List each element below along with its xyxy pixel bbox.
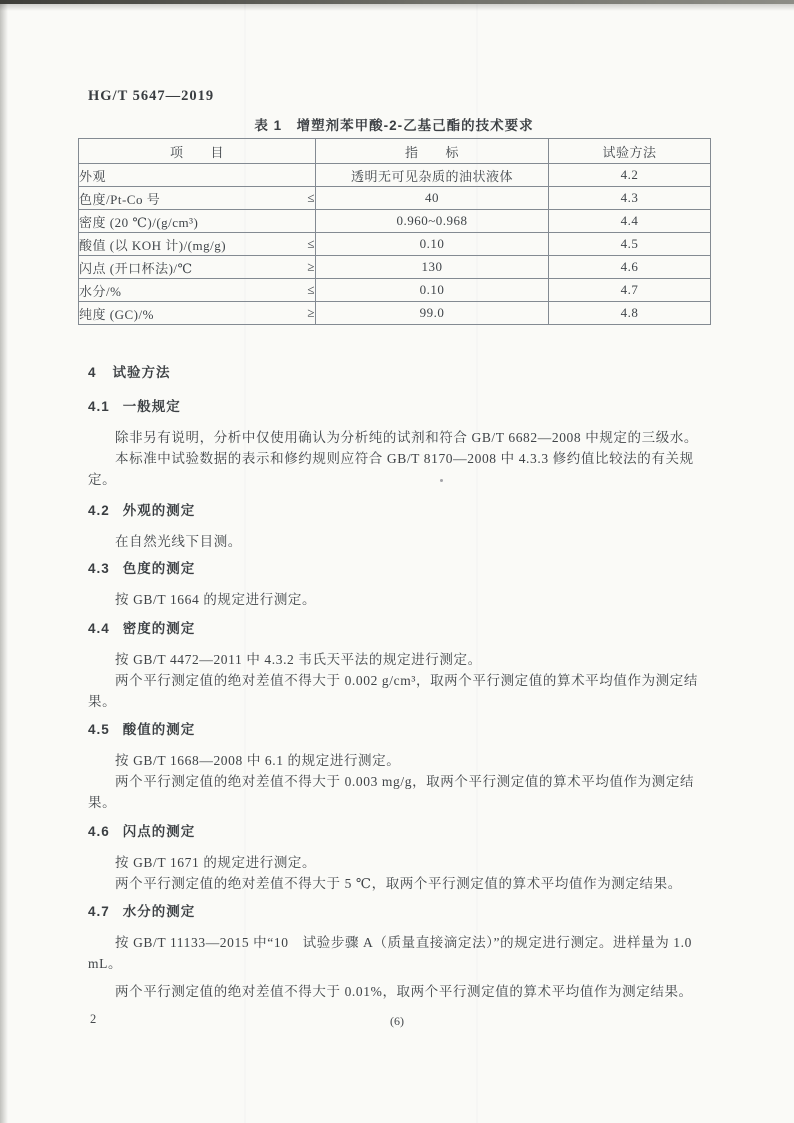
paragraph: 按 GB/T 11133—2015 中“10 试验步骤 A（质量直接滴定法）”的规定进行测定。进样量为 1.0 mL。 xyxy=(88,935,692,971)
section-moisture-determination xyxy=(88,904,704,1002)
table-row-density xyxy=(79,210,711,233)
paragraph: 两个平行测定值的绝对差值不得大于 0.003 mg/g，取两个平行测定值的算术平均值作为测定结果。 xyxy=(88,774,695,810)
paragraph: 两个平行测定值的绝对差值不得大于 0.002 g/cm³，取两个平行测定值的算术平均值作为测定结果。 xyxy=(88,673,698,709)
method-ref: 4.3 xyxy=(549,187,711,210)
section-number: 4.7 xyxy=(88,904,110,919)
table-row-appearance xyxy=(79,164,711,187)
paragraph: 本标准中试验数据的表示和修约规则应符合 GB/T 8170—2008 中 4.3.3 修约值比较法的有关规定。 xyxy=(88,451,694,487)
spec-value: 130 xyxy=(316,256,549,279)
section-density-determination xyxy=(88,621,704,712)
section-color-determination xyxy=(88,561,704,610)
standard-number: HG/T 5647—2019 xyxy=(88,88,215,104)
table-row-flash-point xyxy=(79,256,711,279)
section-number: 4.6 xyxy=(88,824,110,839)
col-header-spec: 指 标 xyxy=(316,139,549,164)
section-acid-value-determination xyxy=(88,722,704,813)
section-number: 4.4 xyxy=(88,621,110,636)
item-label: 酸值 (以 KOH 计)/(mg/g) xyxy=(79,237,227,253)
section-title: 闪点的测定 xyxy=(122,824,196,839)
section-number: 4.5 xyxy=(88,722,110,737)
chapter-number: 4 xyxy=(88,365,97,380)
table-header-row xyxy=(79,139,711,164)
section-title: 色度的测定 xyxy=(122,561,196,576)
section-title: 一般规定 xyxy=(122,399,181,414)
footer-page-number: 2 xyxy=(90,1012,97,1026)
section-title: 密度的测定 xyxy=(122,621,196,636)
table-title: 表 1 增塑剂苯甲酸-2-乙基己酯的技术要求 xyxy=(254,118,534,133)
section-number: 4.3 xyxy=(88,561,110,576)
relation-symbol: ≤ xyxy=(307,236,315,251)
item-label: 色度/Pt-Co 号 xyxy=(79,191,161,207)
spec-value: 透明无可见杂质的油状液体 xyxy=(316,164,549,187)
col-header-method: 试验方法 xyxy=(549,139,711,164)
method-ref: 4.4 xyxy=(549,210,711,233)
section-general-rules xyxy=(88,399,704,490)
spec-value: 99.0 xyxy=(316,302,549,325)
scan-left-shadow xyxy=(0,0,8,1123)
method-ref: 4.2 xyxy=(549,164,711,187)
spec-value: 40 xyxy=(316,187,549,210)
spec-value: 0.10 xyxy=(316,279,549,302)
section-title: 外观的测定 xyxy=(122,503,196,518)
spec-value: 0.960~0.968 xyxy=(316,210,549,233)
section-appearance-determination xyxy=(88,503,704,552)
table-row-color xyxy=(79,187,711,210)
paragraph: 在自然光线下目测。 xyxy=(115,534,242,549)
chapter-title: 试验方法 xyxy=(112,365,171,380)
paragraph: 除非另有说明，分析中仅使用确认为分析纯的试剂和符合 GB/T 6682—2008 中规定的三级水。 xyxy=(115,430,699,445)
item-label: 外观 xyxy=(79,168,107,184)
scan-top-shadow xyxy=(0,4,794,11)
section-heading xyxy=(88,561,704,577)
paragraph: 两个平行测定值的绝对差值不得大于 5 ℃，取两个平行测定值的算术平均值作为测定结果。 xyxy=(115,876,682,891)
section-title: 水分的测定 xyxy=(122,904,196,919)
section-heading xyxy=(88,904,704,920)
table-row-acid-value xyxy=(79,233,711,256)
paragraph: 按 GB/T 1664 的规定进行测定。 xyxy=(115,592,317,607)
chapter-heading-test-methods xyxy=(88,361,171,381)
section-number: 4.1 xyxy=(88,399,110,414)
relation-symbol: ≥ xyxy=(307,305,315,320)
method-ref: 4.7 xyxy=(549,279,711,302)
requirements-table xyxy=(78,138,711,325)
item-label: 密度 (20 ℃)/(g/cm³) xyxy=(79,214,199,230)
paragraph: 按 GB/T 1668—2008 中 6.1 的规定进行测定。 xyxy=(115,753,401,768)
paragraph: 按 GB/T 4472—2011 中 4.3.2 韦氏天平法的规定进行测定。 xyxy=(115,652,482,667)
section-heading xyxy=(88,399,704,415)
spec-value: 0.10 xyxy=(316,233,549,256)
method-ref: 4.8 xyxy=(549,302,711,325)
section-title: 酸值的测定 xyxy=(122,722,196,737)
relation-symbol: ≥ xyxy=(307,259,315,274)
section-heading xyxy=(88,621,704,637)
footer-sheet-number: (6) xyxy=(390,1014,404,1028)
item-label: 水分/% xyxy=(79,283,122,299)
col-header-item: 项 目 xyxy=(79,139,316,164)
section-number: 4.2 xyxy=(88,503,110,518)
table-row-purity xyxy=(79,302,711,325)
item-label: 纯度 (GC)/% xyxy=(79,306,154,322)
method-ref: 4.6 xyxy=(549,256,711,279)
paragraph: 按 GB/T 1671 的规定进行测定。 xyxy=(115,855,317,870)
section-flash-point-determination xyxy=(88,824,704,894)
method-ref: 4.5 xyxy=(549,233,711,256)
relation-symbol: ≤ xyxy=(307,190,315,205)
table-row-moisture xyxy=(79,279,711,302)
relation-symbol: ≤ xyxy=(307,282,315,297)
section-heading xyxy=(88,824,704,840)
item-label: 闪点 (开口杯法)/℃ xyxy=(79,260,193,276)
section-heading xyxy=(88,503,704,519)
paragraph: 两个平行测定值的绝对差值不得大于 0.01%，取两个平行测定值的算术平均值作为测定结果。 xyxy=(115,984,693,999)
section-heading xyxy=(88,722,704,738)
